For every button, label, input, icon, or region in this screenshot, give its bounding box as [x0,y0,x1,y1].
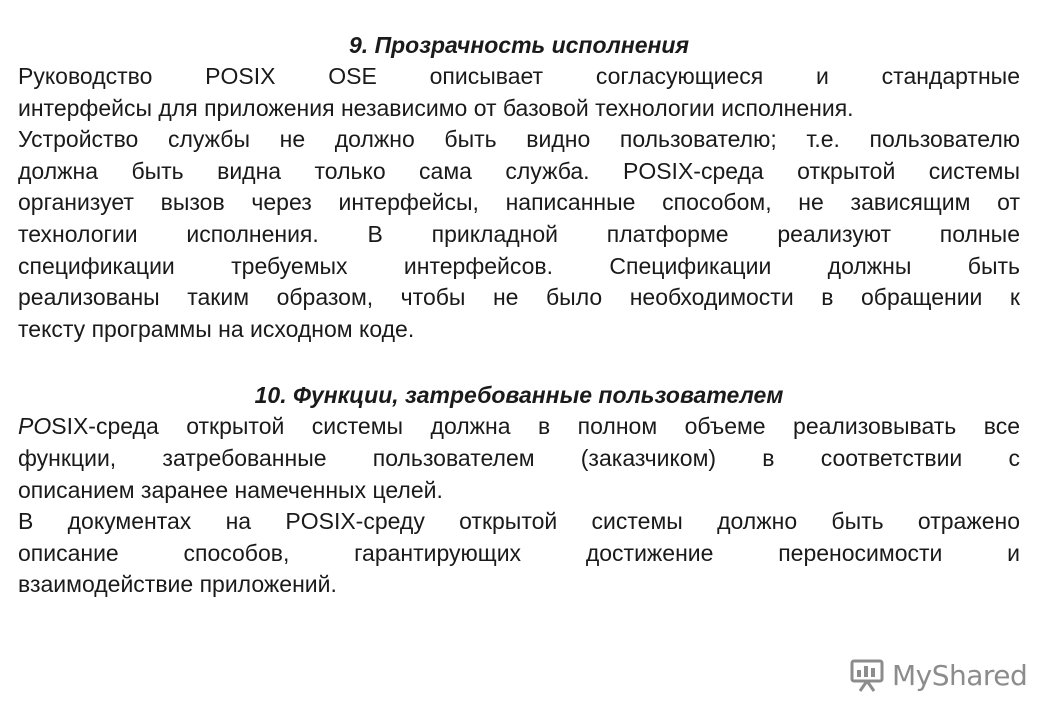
section-9-paragraph-1 [18,61,1020,124]
text-line: описание способов, гарантирующих достижение переносимости и [18,539,1020,566]
text-line: описанием заранее намеченных целей. [18,476,443,503]
slide-content [18,26,1020,601]
text-line: Руководство POSIX OSE описывает согласующиеся и стандартные [18,63,1020,89]
section-10-paragraph-1 [18,411,1020,506]
text-line: спецификации требуемых интерфейсов. Спецификации должны быть [18,252,1020,279]
section-9-paragraph-2 [18,124,1020,345]
section-spacer [18,345,1020,376]
text-fragment: SIX-среда открытой системы должна в полном объеме реализовывать все [51,413,1020,440]
myshared-watermark [848,654,1027,696]
text-line: функции, затребованные пользователем (заказчиком) в соответствии с [18,444,1020,471]
text-line [18,411,1020,443]
text-line: тексту программы на исходном коде. [18,315,415,342]
text-line: технологии исполнения. В прикладной платформе реализуют полные [18,220,1020,247]
presentation-board-icon [848,656,886,694]
italic-fragment: PO [18,413,52,440]
text-line: должна быть видна только сама служба. POSIX-среда открытой системы [18,157,1020,184]
text-line: В документах на POSIX-среду открытой системы должно быть отражено [18,508,1020,535]
text-line: интерфейсы для приложения независимо от базовой технологии исполнения. [18,94,854,121]
watermark-text: MyShared [892,658,1028,692]
text-line: Устройство службы не должно быть видно пользователю; т.е. пользователю [18,126,1020,153]
text-line: организует вызов через интерфейсы, написанные способом, не зависящим от [18,189,1020,216]
text-line: реализованы таким образом, чтобы не было необходимости в обращении к [18,284,1020,311]
section-10-heading: 10. Функции, затребованные пользователем [254,382,784,409]
section-9-heading: 9. Прозрачность исполнения [349,32,689,58]
text-line: взаимодействие приложений. [18,571,337,598]
section-10-paragraph-2 [18,506,1020,601]
